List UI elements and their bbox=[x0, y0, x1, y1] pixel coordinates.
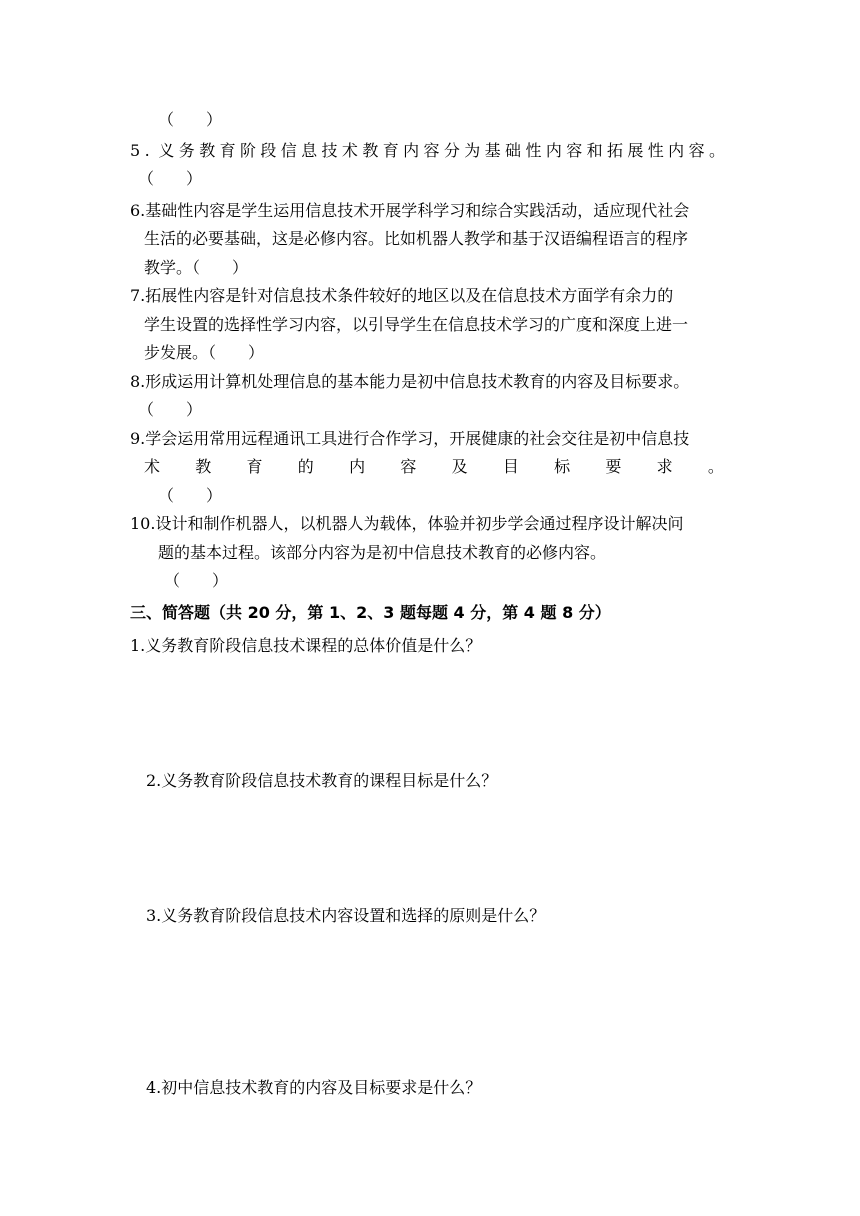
question-5-blank: （ ） bbox=[138, 169, 203, 188]
question-5-text bbox=[130, 141, 725, 161]
q5-char: 务 bbox=[178, 141, 195, 160]
question-6-line3 bbox=[144, 258, 248, 278]
q9-char: 教 bbox=[195, 457, 212, 476]
q5-char: 为 bbox=[464, 141, 481, 160]
q5-char: 分 bbox=[443, 141, 460, 160]
question-10-line1: 10.设计和制作机器人，以机器人为载体，体验并初步学会通过程序设计解决问 bbox=[130, 514, 684, 533]
q5-char: 段 bbox=[260, 141, 277, 160]
q5-char: 息 bbox=[301, 141, 318, 160]
q9-char: 求 bbox=[656, 457, 673, 476]
q5-char: 展 bbox=[627, 141, 644, 160]
q5-char: 育 bbox=[219, 141, 236, 160]
short-answer-question-4: 4.初中信息技术教育的内容及目标要求是什么？ bbox=[146, 1078, 482, 1097]
q9-char: 育 bbox=[246, 457, 263, 476]
short-answer-question-3: 3.义务教育阶段信息技术内容设置和选择的原则是什么？ bbox=[146, 906, 546, 925]
question-6-line1: 6.基础性内容是学生运用信息技术开展学科学习和综合实践活动，适应现代社会 bbox=[130, 201, 690, 220]
answer-blank: （ ） bbox=[158, 110, 223, 129]
question-8-line1: 8.形成运用计算机处理信息的基本能力是初中信息技术教育的内容及目标要求。 bbox=[130, 372, 690, 391]
q9-char: 目 bbox=[502, 457, 519, 476]
question-5-line1 bbox=[130, 141, 725, 161]
short-answer-question-2: 2.义务教育阶段信息技术教育的课程目标是什么？ bbox=[146, 771, 498, 790]
q5-char: 信 bbox=[280, 141, 297, 160]
section-heading: 三、简答题（共 20 分，第 1、2、3 题每题 4 分，第 4 题 8 分） bbox=[130, 603, 611, 622]
q5-char: 基 bbox=[484, 141, 501, 160]
q5-char: 容 bbox=[566, 141, 583, 160]
q9-char: 内 bbox=[349, 457, 366, 476]
q5-char: 。 bbox=[708, 141, 725, 160]
q5-char: 础 bbox=[505, 141, 522, 160]
q9-char: 。 bbox=[707, 457, 724, 476]
q5-char: 育 bbox=[382, 141, 399, 160]
q5-char: 容 bbox=[688, 141, 705, 160]
short-answer-question-1: 1.义务教育阶段信息技术课程的总体价值是什么？ bbox=[130, 636, 482, 655]
question-7-line1: 7.拓展性内容是针对信息技术条件较好的地区以及在信息技术方面学有余力的 bbox=[130, 286, 674, 305]
q5-char: 性 bbox=[525, 141, 542, 160]
q5-char: 教 bbox=[362, 141, 379, 160]
q5-char: 容 bbox=[423, 141, 440, 160]
question-8-blank: （ ） bbox=[138, 400, 203, 419]
q5-char: 内 bbox=[668, 141, 685, 160]
question-10-blank: （ ） bbox=[164, 571, 229, 590]
q5-char: 内 bbox=[403, 141, 420, 160]
q5-char: . bbox=[144, 141, 150, 160]
question-10-line2: 题的基本过程。该部分内容为是初中信息技术教育的必修内容。 bbox=[158, 543, 607, 562]
q9-char: 的 bbox=[297, 457, 314, 476]
q5-char: 内 bbox=[545, 141, 562, 160]
question-7-line2: 学生设置的选择性学习内容，以引导学生在信息技术学习的广度和深度上进一 bbox=[144, 315, 689, 334]
question-7-blank: （ ） bbox=[208, 343, 265, 362]
question-9-line2 bbox=[144, 457, 724, 477]
question-6-text: 教学。 bbox=[144, 258, 193, 277]
question-6-blank: （ ） bbox=[192, 258, 249, 277]
q9-char: 术 bbox=[144, 457, 161, 476]
question-7-line3 bbox=[144, 343, 264, 363]
question-6-line2: 生活的必要基础，这是必修内容。比如机器人教学和基于汉语编程语言的程序 bbox=[144, 229, 689, 248]
q5-char: 和 bbox=[586, 141, 603, 160]
q5-char: 技 bbox=[321, 141, 338, 160]
q5-char: 义 bbox=[158, 141, 175, 160]
q5-char: 阶 bbox=[239, 141, 256, 160]
q9-char: 标 bbox=[554, 457, 571, 476]
q5-char: 拓 bbox=[607, 141, 624, 160]
q9-char: 及 bbox=[451, 457, 468, 476]
q5-char: 性 bbox=[647, 141, 664, 160]
question-9-blank: （ ） bbox=[158, 486, 223, 505]
question-9-spread-text bbox=[144, 457, 724, 477]
question-7-text: 步发展。 bbox=[144, 343, 209, 362]
q9-char: 要 bbox=[605, 457, 622, 476]
q5-char: 术 bbox=[341, 141, 358, 160]
q5-char: 5 bbox=[130, 141, 141, 160]
q9-char: 容 bbox=[400, 457, 417, 476]
question-9-line1: 9.学会运用常用远程通讯工具进行合作学习，开展健康的社会交往是初中信息技 bbox=[130, 429, 690, 448]
q5-char: 教 bbox=[199, 141, 216, 160]
